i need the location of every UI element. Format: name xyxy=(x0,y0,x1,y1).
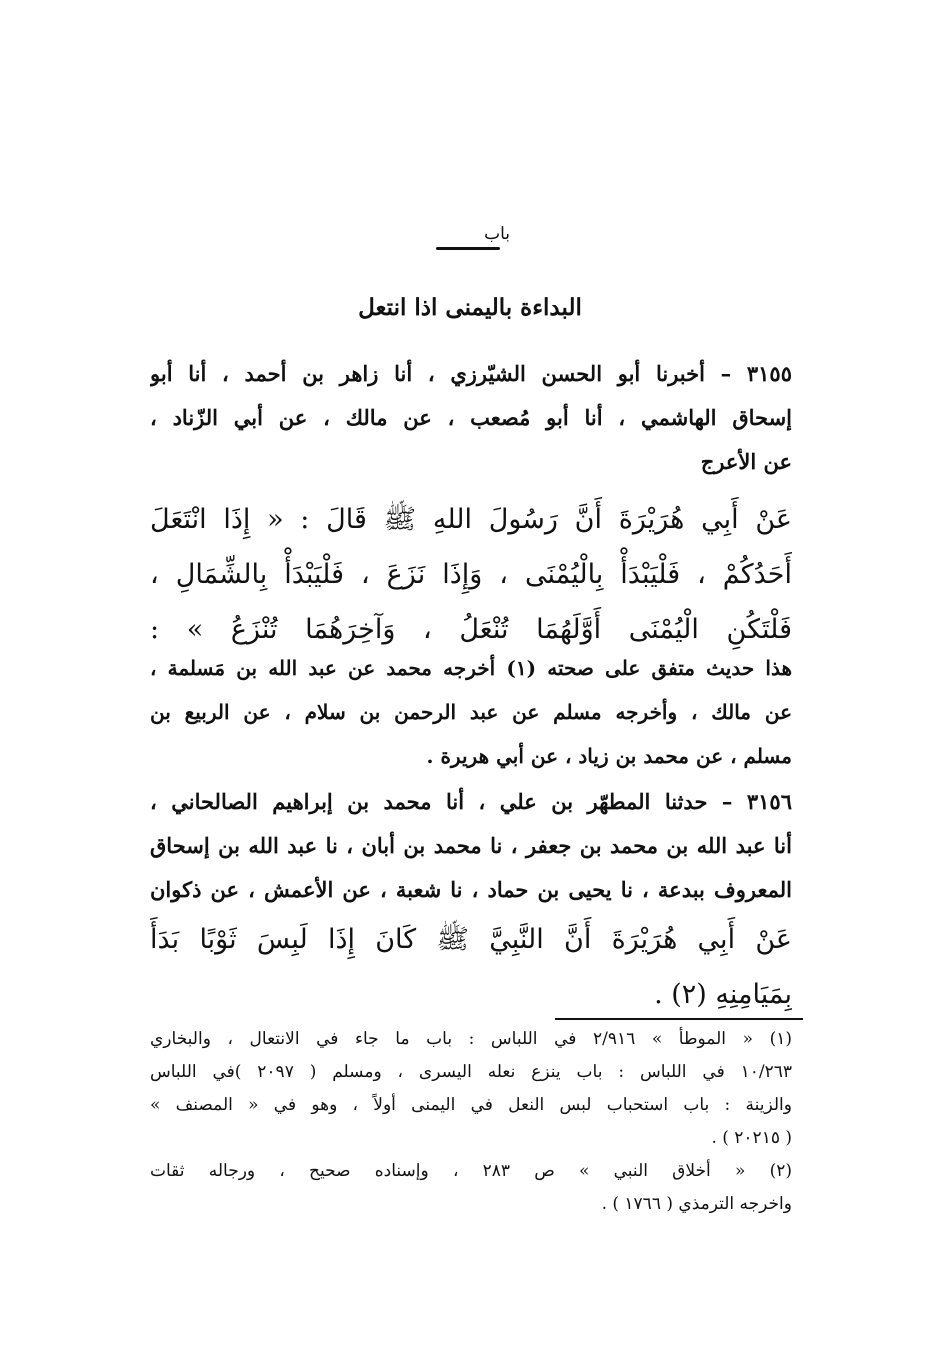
matn-line: أَحَدُكُمْ ، فَلْيَبْدَأْ بِالْيُمْنَى ، وَإِذَا نَزَعَ ، فَلْيَبْدَأْ بِالشِّمَالِ ، xyxy=(150,559,792,590)
isnad-line: ٣١٥٦ – حدثنا المطهّر بن علي ، أنا محمد بن إبراهيم الصالحاني ، xyxy=(150,789,792,814)
isnad-line: إسحاق الهاشمي ، أنا أبو مُصعب ، عن مالك ، عن أبي الزّناد ، xyxy=(150,405,792,430)
footnote-1-line: ( ٢٠٢١٥ ) . xyxy=(711,1128,792,1148)
commentary-line: عن مالك ، وأخرجه مسلم عن عبد الرحمن بن سلام ، عن الربيع بن xyxy=(150,700,792,724)
hadith-3155-isnad xyxy=(150,352,792,484)
commentary-line: هذا حديث متفق على صحته (١) أخرجه محمد عن عبد الله بن مَسلمة ، xyxy=(150,656,792,680)
isnad-line: المعروف ببدعة ، نا يحيى بن حماد ، نا شعبة ، عن الأعمش ، عن ذكوان xyxy=(150,877,792,902)
footnote-2-line: واخرجه الترمذي ( ١٧٦٦ ) . xyxy=(601,1194,792,1214)
matn-line: عَنْ أَبِي هُرَيْرَةَ أَنَّ رَسُولَ اللهِ ﷺ قَالَ : « إِذَا انْتَعَلَ xyxy=(150,504,792,535)
matn-line: فَلْتَكُنِ الْيُمْنَى أَوَّلَهُمَا تُنْعَلُ ، وَآخِرَهُمَا تُنْزَعُ » : xyxy=(150,614,792,645)
isnad-line: ٣١٥٥ – أخبرنا أبو الحسن الشيّرزي ، أنا زاهر بن أحمد ، أنا أبو xyxy=(150,361,792,386)
footnote-separator xyxy=(555,1018,803,1020)
isnad-line: عن الأعرج xyxy=(700,449,792,474)
hadith-3156-matn xyxy=(150,912,792,1022)
ornament-swash xyxy=(436,247,500,250)
hadith-3155-commentary xyxy=(150,646,792,778)
footnotes xyxy=(150,1023,792,1221)
chapter-title: البداءة باليمنى اذا انتعل xyxy=(358,294,582,321)
footnote-1-line: ١٠/٢٦٣ في اللباس : باب ينزع نعله اليسرى ، ومسلم ( ٢٠٩٧ )في اللباس xyxy=(150,1062,792,1082)
hadith-3156-isnad xyxy=(150,780,792,912)
bab-ornament xyxy=(430,224,510,254)
commentary-line: مسلم ، عن محمد بن زياد ، عن أبي هريرة . xyxy=(426,744,792,768)
hadith-3155-matn xyxy=(150,492,792,657)
footnote-2-line: (٢) « أخلاق النبي » ص ٢٨٣ ، وإسناده صحيح ، ورجاله ثقات xyxy=(150,1161,792,1181)
isnad-line: أنا عبد الله بن محمد بن جعفر ، نا محمد بن أبان ، نا عبد الله بن إسحاق xyxy=(150,833,792,858)
matn-line: عَنْ أَبِي هُرَيْرَةَ أَنَّ النَّبِيَّ ﷺ كَانَ إِذَا لَبِسَ ثَوْبًا بَدَأَ xyxy=(150,924,792,955)
footnote-1-line: (١) « الموطأ » ٢/٩١٦ في اللباس : باب ما جاء في الانتعال ، والبخاري xyxy=(150,1029,792,1049)
bab-label: باب xyxy=(484,224,510,244)
matn-line: بِمَيَامِنِهِ (٢) . xyxy=(654,979,792,1010)
footnote-1-line: والزينة : باب استحباب لبس النعل في اليمنى أولاً ، وهو في « المصنف » xyxy=(150,1095,792,1115)
